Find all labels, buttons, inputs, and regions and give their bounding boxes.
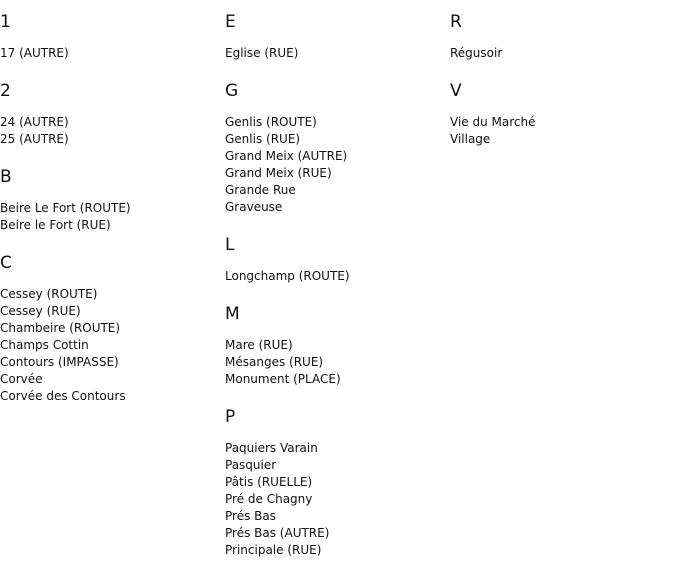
street-link[interactable]: Chambeire (ROUTE) — [0, 321, 121, 335]
street-link[interactable]: Grand Meix (RUE) — [225, 166, 332, 180]
street-link[interactable]: Contours (IMPASSE) — [0, 355, 119, 369]
street-column-3 — [450, 0, 670, 167]
section-p — [225, 407, 445, 559]
street-list — [225, 268, 445, 285]
street-link[interactable]: Pré de Chagny — [225, 492, 313, 506]
section-heading: G — [225, 81, 239, 101]
section-heading: C — [0, 253, 12, 273]
street-link[interactable]: Prés Bas — [225, 509, 276, 523]
street-link[interactable]: Cessey (RUE) — [0, 304, 81, 318]
street-link[interactable]: Pâtis (RUELLE) — [225, 475, 313, 489]
street-link[interactable]: Corvée — [0, 372, 43, 386]
section-heading: E — [225, 12, 236, 32]
street-link[interactable]: Paquiers Varain — [225, 441, 318, 455]
street-list — [225, 337, 445, 388]
section-heading: P — [225, 407, 236, 427]
street-link[interactable]: Mésanges (RUE) — [225, 355, 324, 369]
section-1 — [0, 12, 220, 62]
street-link[interactable]: Principale (RUE) — [225, 543, 322, 557]
section-heading: 2 — [0, 81, 11, 101]
section-heading: 1 — [0, 12, 11, 32]
street-list — [225, 440, 445, 559]
street-link[interactable]: Longchamp (ROUTE) — [225, 269, 350, 283]
street-list — [450, 114, 670, 148]
street-list — [450, 45, 670, 62]
section-heading: B — [0, 167, 12, 187]
street-link[interactable]: Beire Le Fort (ROUTE) — [0, 201, 131, 215]
section-heading: V — [450, 81, 462, 101]
street-link[interactable]: Village — [450, 132, 491, 146]
section-g — [225, 81, 445, 216]
section-l — [225, 235, 445, 285]
section-heading: L — [225, 235, 235, 255]
street-link[interactable]: 24 (AUTRE) — [0, 115, 69, 129]
street-list — [0, 114, 220, 148]
section-m — [225, 304, 445, 388]
street-link[interactable]: Champs Cottin — [0, 338, 89, 352]
section-c — [0, 253, 220, 405]
section-b — [0, 167, 220, 234]
section-r — [450, 12, 670, 62]
street-link[interactable]: Vie du Marché — [450, 115, 536, 129]
street-link[interactable]: Grand Meix (AUTRE) — [225, 149, 348, 163]
section-e — [225, 12, 445, 62]
street-list — [0, 45, 220, 62]
street-link[interactable]: 17 (AUTRE) — [0, 46, 69, 60]
street-link[interactable]: Monument (PLACE) — [225, 372, 341, 386]
street-link[interactable]: Régusoir — [450, 46, 503, 60]
street-link[interactable]: Eglise (RUE) — [225, 46, 299, 60]
street-link[interactable]: 25 (AUTRE) — [0, 132, 69, 146]
section-v — [450, 81, 670, 148]
street-link[interactable]: Prés Bas (AUTRE) — [225, 526, 330, 540]
section-heading: R — [450, 12, 462, 32]
section-2 — [0, 81, 220, 148]
street-link[interactable]: Mare (RUE) — [225, 338, 293, 352]
street-list — [225, 114, 445, 216]
street-link[interactable]: Graveuse — [225, 200, 283, 214]
street-link[interactable]: Genlis (ROUTE) — [225, 115, 317, 129]
street-link[interactable]: Beire le Fort (RUE) — [0, 218, 111, 232]
street-column-2 — [225, 0, 445, 578]
street-column-1 — [0, 0, 220, 424]
street-list — [0, 286, 220, 405]
street-link[interactable]: Cessey (ROUTE) — [0, 287, 98, 301]
street-link[interactable]: Genlis (RUE) — [225, 132, 301, 146]
street-list — [0, 200, 220, 234]
street-link[interactable]: Grande Rue — [225, 183, 296, 197]
section-heading: M — [225, 304, 240, 324]
street-link[interactable]: Corvée des Contours — [0, 389, 126, 403]
street-list — [225, 45, 445, 62]
street-link[interactable]: Pasquier — [225, 458, 277, 472]
